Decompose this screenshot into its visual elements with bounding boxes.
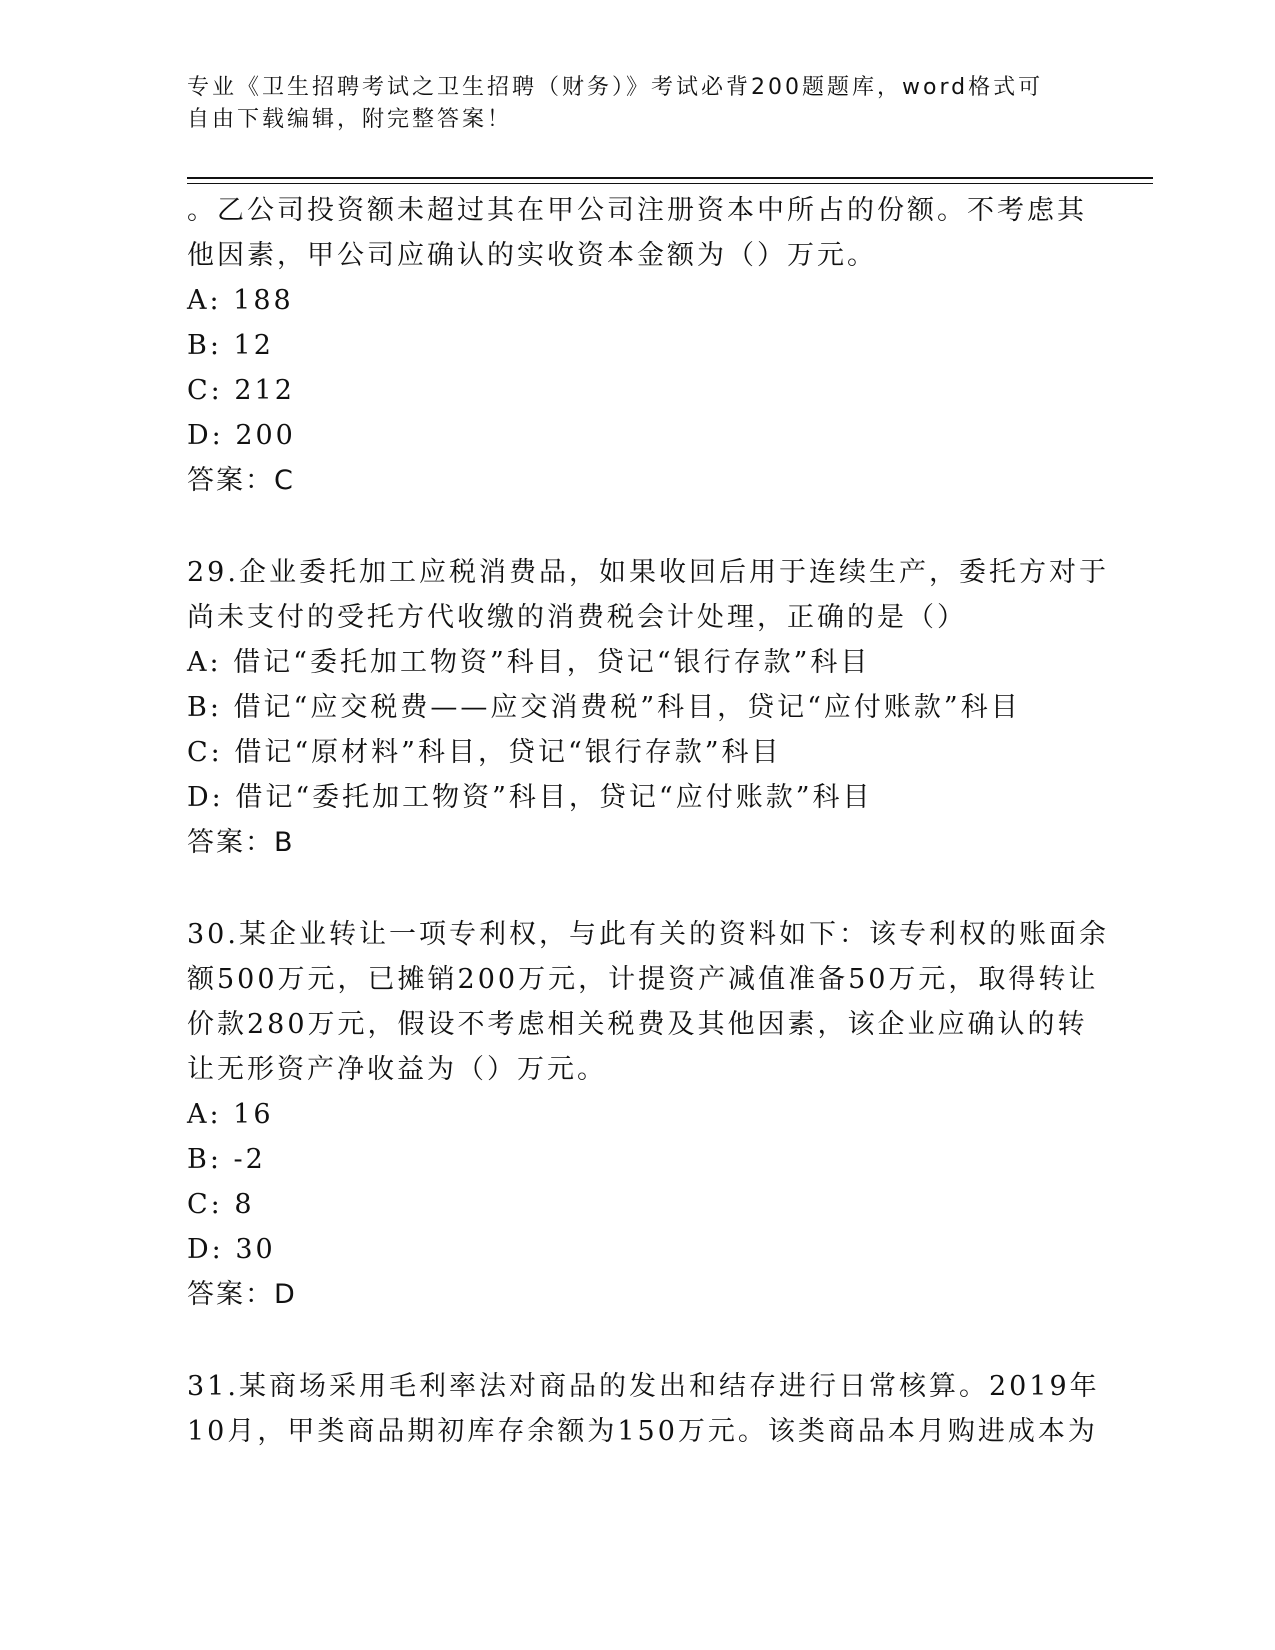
option-d: D: 借记“委托加工物资”科目，贷记“应付账款”科目 <box>187 782 873 813</box>
option-b: B: 借记“应交税费——应交消费税”科目，贷记“应付账款”科目 <box>187 692 1021 723</box>
option-d: D: 200 <box>187 420 296 451</box>
option-c: C: 8 <box>187 1189 255 1220</box>
question-stem-line: 他因素，甲公司应确认的实收资本金额为（）万元。 <box>187 240 877 271</box>
question-block <box>187 912 1109 1317</box>
question-stem-line: 31.某商场采用毛利率法对商品的发出和结存进行日常核算。2019年 <box>187 1371 1100 1402</box>
option-a: A: 16 <box>187 1099 274 1130</box>
option-b: B: -2 <box>187 1144 266 1175</box>
question-list <box>187 188 1109 1454</box>
option-c: C: 借记“原材料”科目，贷记“银行存款”科目 <box>187 737 782 768</box>
option-a: A: 借记“委托加工物资”科目，贷记“银行存款”科目 <box>187 647 871 678</box>
option-d: D: 30 <box>187 1234 276 1265</box>
question-block <box>187 550 1109 865</box>
option-a: A: 188 <box>187 285 294 316</box>
option-c: C: 212 <box>187 375 295 406</box>
question-stem-line: 额500万元，已摊销200万元，计提资产减值准备50万元，取得转让 <box>187 964 1099 995</box>
question-stem-line: 10月，甲类商品期初库存余额为150万元。该类商品本月购进成本为 <box>187 1416 1098 1447</box>
answer-line: 答案：C <box>187 465 295 496</box>
question-stem-line: 让无形资产净收益为（）万元。 <box>187 1054 607 1085</box>
answer-line: 答案：D <box>187 1279 297 1310</box>
question-stem-line: 29.企业委托加工应税消费品，如果收回后用于连续生产，委托方对于 <box>187 557 1109 588</box>
question-stem-line: 。乙公司投资额未超过其在甲公司注册资本中所占的份额。不考虑其 <box>187 195 1087 226</box>
header-divider-thick <box>187 177 1153 179</box>
question-stem-line: 30.某企业转让一项专利权，与此有关的资料如下：该专利权的账面余 <box>187 919 1109 950</box>
document-header: 专业《卫生招聘考试之卫生招聘（财务）》考试必背200题题库，word格式可自由下载编辑，附完整答案！ <box>187 75 1044 132</box>
question-stem-line: 尚未支付的受托方代收缴的消费税会计处理，正确的是（） <box>187 602 967 633</box>
answer-line: 答案：B <box>187 827 295 858</box>
question-block <box>187 1364 1100 1454</box>
option-b: B: 12 <box>187 330 274 361</box>
header-divider-thin <box>187 183 1153 184</box>
question-stem-line: 价款280万元，假设不考虑相关税费及其他因素，该企业应确认的转 <box>187 1009 1088 1040</box>
question-block <box>187 188 1087 503</box>
